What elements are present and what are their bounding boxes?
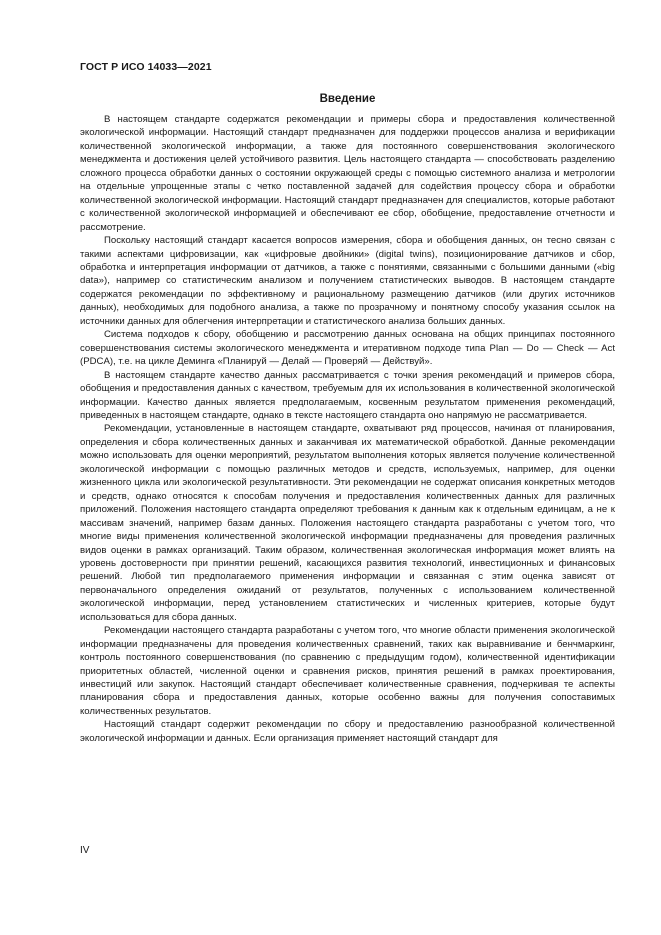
standard-designation: ГОСТ Р ИСО 14033—2021 bbox=[80, 61, 212, 73]
paragraph: Настоящий стандарт содержит рекомендации по сбору и предоставлению разнообразной количественной экологической информации и данных. Если организация применяет настоящий стандарт для bbox=[80, 719, 615, 744]
paragraph: Система подходов к сбору, обобщению и рассмотрению данных основана на общих принципах постоянного совершенствования системы экологического менеджмента и итеративном подходе типа Plan — Do — Check — Act (PDCA), т.е. на цикле Деминга «Планируй — Делай — Проверяй — Действуй». bbox=[80, 329, 615, 368]
paragraph: В настоящем стандарте содержатся рекомендации и примеры сбора и предоставления количественной экологической информации. Настоящий стандарт предназначен для поддержки процессов анализа и верификации количественной экологической информации, а также для постоянного совершенствования экологического менеджмента и достижения целей устойчивого развития. Цель настоящего стандарта — способствовать разделению сложного процесса обработки данных о состоянии окружающей среды с помощью системного анализа и метрологии на отдельные упрощенные этапы с четко поставленной задачей для содействия процессу сбора и обработки количественной экологической информации. Настоящий стандарт предназначен для специалистов, которые работают с количественной экологической информацией и обеспечивают ее сбор, обобщение, предоставление отчетности и рассмотрение. bbox=[80, 114, 615, 233]
paragraph: Поскольку настоящий стандарт касается вопросов измерения, сбора и обобщения данных, он тесно связан с такими аспектами цифровизации, как «цифровые двойники» (digital twins), позиционирование датчиков и сбор, обработка и интерпретация информации от датчиков, а также с понятиями, связанными с большими данными («big data»), например со статистическим анализом и получением статистических выводов. В настоящем стандарте содержатся рекомендации по эффективному и рациональному размещению датчиков (или других источников данных), необходимых для подобного анализа, а также по прозрачному и понятному способу указания ссылок на источники данных для облегчения интерпретации и статистического анализа больших данных. bbox=[80, 235, 615, 327]
paragraph: Рекомендации настоящего стандарта разработаны с учетом того, что многие области применения экологической информации предназначены для проведения количественных сравнений, таких как выравнивание и бенчмаркинг, контроль постоянного совершенствования (по сравнению с предыдущим годом), количественной идентификации приоритетных областей, численной оценки и сравнения рисков, принятия решений в рамках проектирования, инвестиций или закупок. Настоящий стандарт обеспечивает количественные сравнения, подчеркивая те аспекты планирования сбора и предоставления данных, которые особенно важны для получения сопоставимых количественных результатов. bbox=[80, 625, 615, 717]
section-title: Введение bbox=[319, 93, 376, 105]
paragraph: В настоящем стандарте качество данных рассматривается с точки зрения рекомендаций и примеров сбора, обобщения и предоставления данных с качеством, требуемым для их использования в количественной экологической информации. Качество данных является предполагаемым, косвенным результатом применения рекомендаций, приведенных в настоящем стандарте, однако в тексте настоящего стандарта оно напрямую не рассматривается. bbox=[80, 369, 615, 421]
paragraph: Рекомендации, установленные в настоящем стандарте, охватывают ряд процессов, начиная от планирования, определения и сбора количественных данных и заканчивая их математической обработкой. Данные рекомендации можно использовать для оценки мероприятий, результатом выполнения которых является получение количественной экологической информации с помощью различных методов и средств, используемых, например, для оценки жизненного цикла или экологической результативности. Эти рекомендации не содержат описания конкретных методов и средств, однако относятся к способам получения и предоставления количественных данных для различных приложений. Положения настоящего стандарта определяют требования к данным как к отдельным единицам, а не к массивам значений, например базам данных. Положения настоящего стандарта разработаны с учетом того, что многие виды применения количественной экологической информации предназначены для проведения различных видов оценки в рамках организаций. Таким образом, количественная экологическая информация может влиять на уровень достоверности при принятии решений, касающихся развития технологий, инвестиционных и финансовых решений. Любой тип предполагаемого применения информации и связанная с этим оценка зависят от первоначального определения ожиданий от результатов, полученных с использованием количественной экологической информации, перед установлением статистических и численных критериев, которые будут использоваться для сбора данных. bbox=[80, 423, 615, 623]
page-number: IV bbox=[80, 845, 90, 856]
body-text bbox=[80, 113, 615, 745]
